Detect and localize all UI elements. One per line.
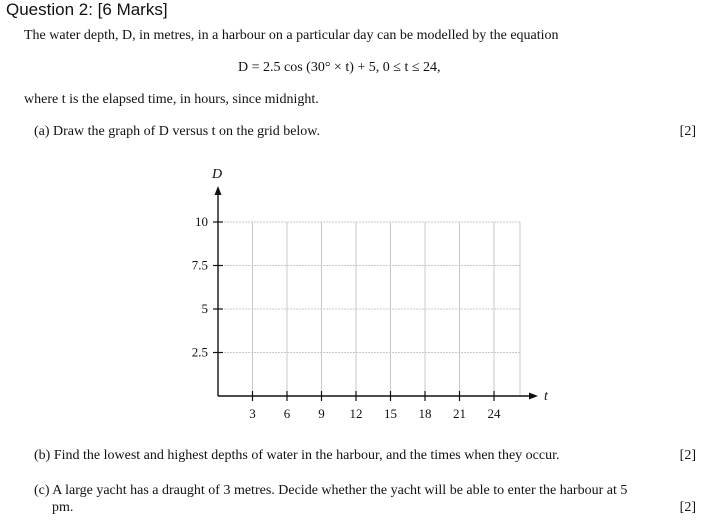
part-a-text: (a) Draw the graph of D versus t on the grid below. [34,124,321,139]
y-tick-label: 7.5 [191,257,208,273]
part-c-text-line1: (c) A large yacht has a draught of 3 metres. Decide whether the yacht will be able to enter the harbour at 5 [34,483,628,498]
x-tick-label: 12 [349,406,363,421]
y-tick-label: 5 [201,301,208,316]
part-a-marks: [2] [679,124,696,139]
part-b-marks: [2] [679,448,696,463]
x-tick-label: 21 [453,406,466,421]
y-axis-arrow [215,186,222,195]
x-tick-label: 15 [384,406,397,421]
depth-time-grid [170,160,560,430]
y-tick-label: 10 [195,214,208,229]
x-tick-label: 18 [418,406,432,421]
y-tick-label: 2.5 [191,344,208,360]
x-tick-label: 24 [487,406,501,421]
x-axis-label: t [544,389,548,404]
part-c-marks: [2] [679,500,696,515]
x-axis-arrow [529,393,538,400]
question-heading: Question 2: [6 Marks] [6,0,168,19]
x-tick-label: 3 [249,406,256,421]
x-tick-label: 9 [318,406,325,421]
y-axis-label: D [212,167,223,182]
part-c-text-line2: pm. [52,500,74,515]
depth-equation: D = 2.5 cos (30° × t) + 5, 0 ≤ t ≤ 24, [238,60,441,75]
part-b-text: (b) Find the lowest and highest depths of water in the harbour, and the times when they occur. [34,448,560,463]
time-definition: where t is the elapsed time, in hours, since midnight. [24,92,319,107]
question-intro: The water depth, D, in metres, in a harbour on a particular day can be modelled by the equation [24,28,559,43]
x-tick-label: 6 [283,406,291,421]
